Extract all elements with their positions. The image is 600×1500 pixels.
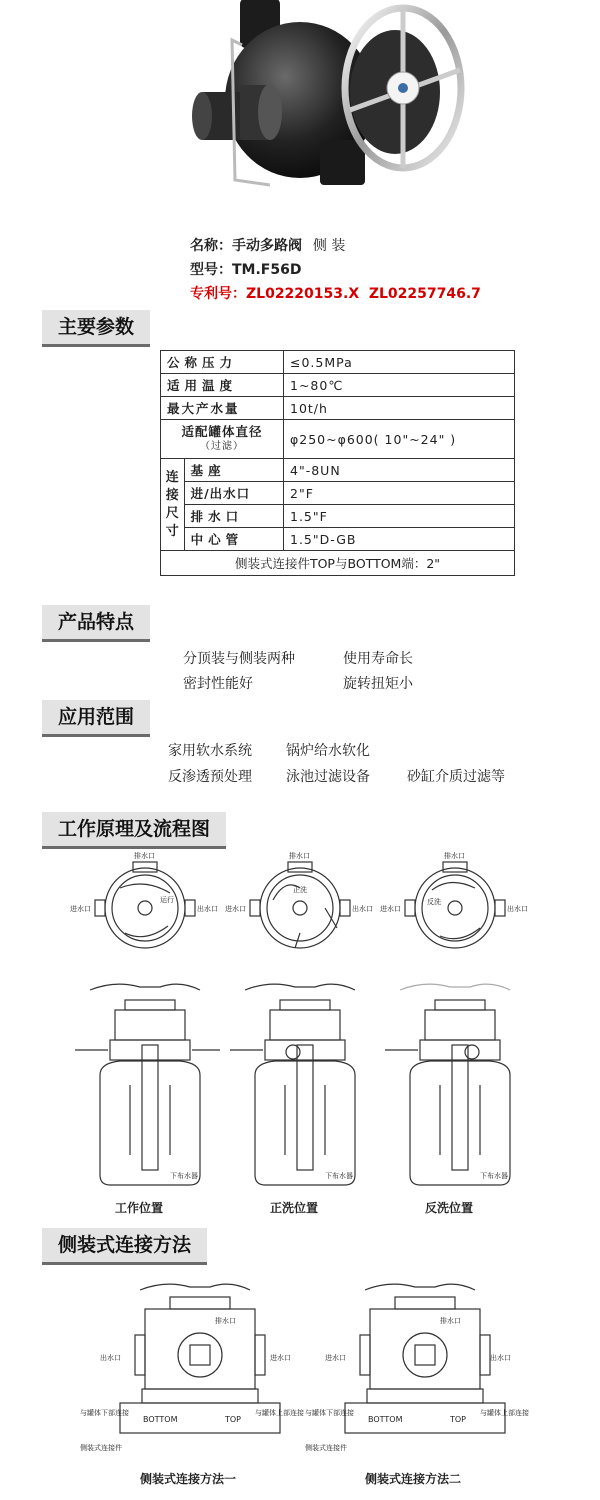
side-inlet-label: 进水口	[270, 1354, 291, 1362]
table-row	[161, 505, 515, 528]
section-features-title: 产品特点	[42, 605, 150, 642]
side-connection-diagrams	[80, 1275, 540, 1460]
spec-label: 中心管	[184, 528, 283, 551]
inlet-label: 进水口	[380, 905, 401, 913]
application-item: 反渗透预处理	[168, 769, 252, 785]
spec-group-label: 连接尺寸	[161, 459, 185, 551]
side-tank-top-label: 与罐体上部连接	[480, 1409, 529, 1417]
feature-item: 旋转扭矩小	[343, 676, 413, 692]
feature-item: 使用寿命长	[343, 651, 413, 667]
spec-value: 1~80℃	[284, 374, 515, 397]
side-inlet-label: 进水口	[325, 1354, 346, 1362]
caption-work: 工作位置	[115, 1201, 164, 1215]
drain-label: 排水口	[444, 852, 465, 860]
feature-item: 分顶装与侧装两种	[183, 651, 295, 667]
spec-value: 10t/h	[284, 397, 515, 420]
table-row	[161, 351, 515, 374]
caption-rinse: 正洗位置	[270, 1201, 319, 1215]
side-fitting-label: 侧装式连接件	[80, 1444, 122, 1452]
spec-table	[160, 350, 515, 576]
spec-label-sub: （过滤）	[200, 441, 244, 452]
spec-value: 1.5"F	[284, 505, 515, 528]
caption-side-1: 侧装式连接方法一	[140, 1472, 237, 1486]
spec-label: 最大产水量	[161, 397, 284, 420]
side-top-label: TOP	[225, 1415, 242, 1424]
inlet-label: 进水口	[225, 905, 246, 913]
distributor-label: 下布水器	[170, 1172, 198, 1180]
inlet-label: 进水口	[70, 905, 91, 913]
spec-label: 基座	[184, 459, 283, 482]
side-tank-top-label: 与罐体上部连接	[255, 1409, 304, 1417]
side-fitting-label: 侧装式连接件	[305, 1444, 347, 1452]
mode-label: 运行	[160, 896, 174, 904]
side-drain-label: 排水口	[440, 1317, 461, 1325]
distributor-label: 下布水器	[325, 1172, 353, 1180]
tank-diagram-backwash	[385, 984, 510, 1185]
section-principle-title: 工作原理及流程图	[42, 812, 226, 849]
spec-value: 2"F	[284, 482, 515, 505]
application-item: 砂缸介质过滤等	[407, 769, 505, 785]
spec-label: 适用温度	[161, 374, 284, 397]
outlet-label: 出水口	[352, 905, 373, 913]
table-row	[161, 374, 515, 397]
side-bottom-label: BOTTOM	[143, 1415, 178, 1424]
section-side-connect-title: 侧装式连接方法	[42, 1228, 207, 1265]
table-row	[161, 420, 515, 459]
side-tank-bottom-label: 与罐体下部连接	[80, 1409, 129, 1417]
tank-flow-diagrams	[70, 975, 530, 1195]
outlet-label: 出水口	[197, 905, 218, 913]
drain-label: 排水口	[289, 852, 310, 860]
mode-label: 正洗	[293, 886, 307, 894]
valve-photo	[180, 0, 480, 200]
distributor-label: 下布水器	[480, 1172, 508, 1180]
feature-item: 密封性能好	[183, 676, 253, 692]
spec-value: φ250~φ600( 10"~24" )	[284, 420, 515, 459]
side-outlet-label: 出水口	[490, 1354, 511, 1362]
spec-value: ≤0.5MPa	[284, 351, 515, 374]
outlet-label: 出水口	[507, 905, 528, 913]
spec-value: 1.5"D-GB	[284, 528, 515, 551]
application-item: 锅炉给水软化	[286, 743, 370, 759]
mode-label: 反洗	[427, 898, 441, 906]
caption-side-2: 侧装式连接方法二	[365, 1472, 462, 1486]
side-drain-label: 排水口	[215, 1317, 236, 1325]
top-view-1	[95, 862, 195, 948]
spec-label: 排水口	[184, 505, 283, 528]
tank-diagram-work	[75, 984, 220, 1185]
spec-value: 4"-8UN	[284, 459, 515, 482]
product-name: 名称：手动多路阀 侧 装	[190, 238, 346, 254]
side-bottom-label: BOTTOM	[368, 1415, 403, 1424]
spec-label: 公称压力	[161, 351, 284, 374]
spec-footer: 侧装式连接件TOP与BOTTOM端：2"	[161, 551, 515, 576]
product-patent: 专利号：ZL02220153.X ZL02257746.7	[190, 286, 481, 302]
table-row	[161, 482, 515, 505]
table-row	[161, 551, 515, 576]
spec-label: 适配罐体直径	[181, 424, 263, 439]
application-item: 家用软水系统	[168, 743, 252, 759]
drain-label: 排水口	[134, 852, 155, 860]
section-applications-title: 应用范围	[42, 700, 150, 737]
top-view-3	[405, 862, 505, 948]
table-row	[161, 397, 515, 420]
side-top-label: TOP	[450, 1415, 467, 1424]
table-row	[161, 528, 515, 551]
section-params-title: 主要参数	[42, 310, 150, 347]
application-item: 泳池过滤设备	[286, 769, 370, 785]
product-model: 型号：TM.F56D	[190, 262, 302, 278]
caption-backwash: 反洗位置	[425, 1201, 474, 1215]
spec-label: 进/出水口	[184, 482, 283, 505]
side-outlet-label: 出水口	[100, 1354, 121, 1362]
table-row	[161, 459, 515, 482]
top-view-2	[250, 862, 350, 948]
tank-diagram-rinse	[230, 984, 355, 1185]
top-view-diagrams	[70, 848, 530, 958]
side-tank-bottom-label: 与罐体下部连接	[305, 1409, 354, 1417]
